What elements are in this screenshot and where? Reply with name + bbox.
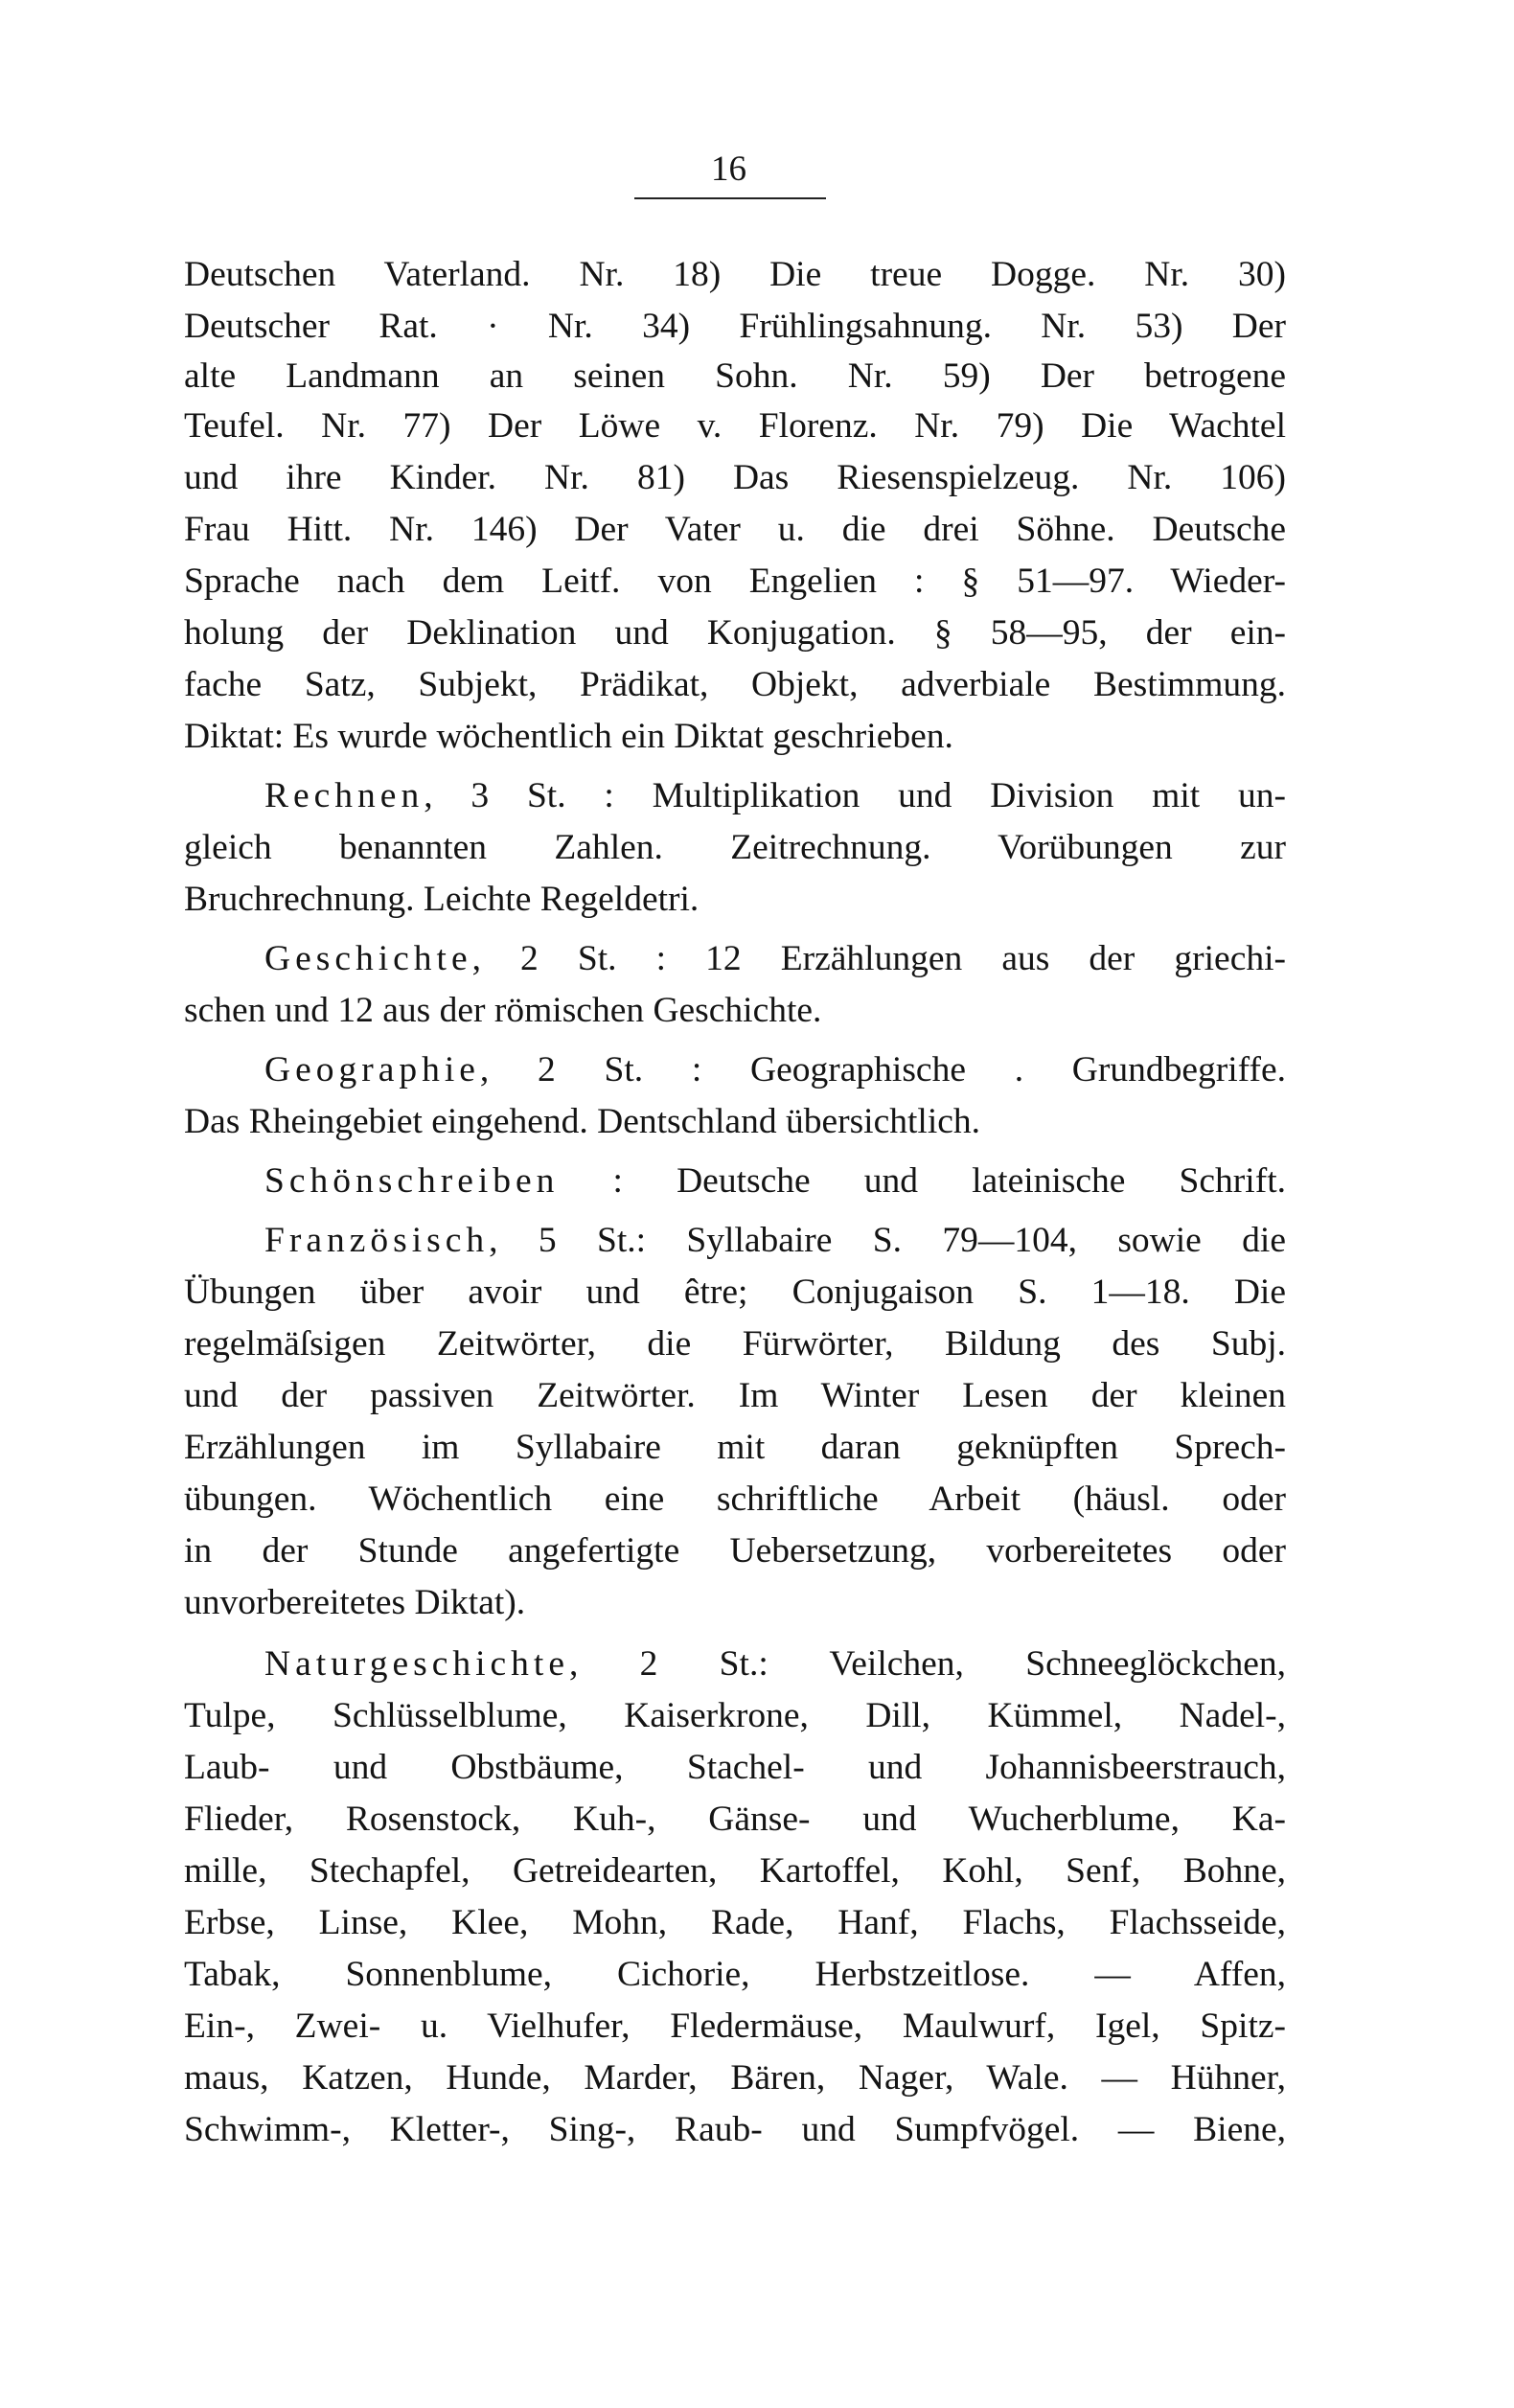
subject-heading-word: Französisch <box>264 1221 490 1260</box>
text-line: Frau Hitt. Nr. 146) Der Vater u. die drei Söhne. Deutsche <box>184 510 1286 549</box>
subject-heading-word: Schönschreiben <box>264 1161 560 1201</box>
text-line: Erzählungen im Syllabaire mit daran geknüpften Sprech- <box>184 1428 1286 1467</box>
page-number-rule <box>634 197 826 199</box>
subject-heading-word: Naturgeschichte <box>264 1644 569 1684</box>
section-line-naturgeschichte: Naturgeschichte, 2 St.: Veilchen, Schneeglöckchen, <box>264 1644 1286 1684</box>
section-line-rechnen: Rechnen, 3 St. : Multiplikation und Division mit un- <box>264 776 1286 815</box>
text-line: Tabak, Sonnenblume, Cichorie, Herbstzeitlose. — Affen, <box>184 1955 1286 1994</box>
text-line: mille, Stechapfel, Getreidearten, Kartoffel, Kohl, Senf, Bohne, <box>184 1851 1286 1891</box>
text-line: und ihre Kinder. Nr. 81) Das Riesenspielzeug. Nr. 106) <box>184 458 1286 497</box>
text-line: Sprache nach dem Leitf. von Engelien : § 51—97. Wieder- <box>184 562 1286 601</box>
page-number: 16 <box>711 149 746 189</box>
text-line: schen und 12 aus der römischen Geschichte. <box>184 991 822 1030</box>
text-line: Deutscher Rat. · Nr. 34) Frühlingsahnung. Nr. 53) Der <box>184 307 1286 346</box>
text-line: in der Stunde angefertigte Uebersetzung, vorbereitetes oder <box>184 1531 1286 1571</box>
text-line: alte Landmann an seinen Sohn. Nr. 59) Der betrogene <box>184 356 1286 396</box>
text-line: fache Satz, Subjekt, Prädikat, Objekt, adverbiale Bestimmung. <box>184 665 1286 704</box>
text-line: Diktat: Es wurde wöchentlich ein Diktat geschrieben. <box>184 717 953 756</box>
text-line: holung der Deklination und Konjugation. § 58—95, der ein- <box>184 613 1286 653</box>
subject-heading-word: Geschichte <box>264 939 472 978</box>
text-line: Übungen über avoir und être; Conjugaison S. 1—18. Die <box>184 1273 1286 1312</box>
text-line: Tulpe, Schlüsselblume, Kaiserkrone, Dill, Kümmel, Nadel-, <box>184 1696 1286 1735</box>
text-line: übungen. Wöchentlich eine schriftliche Arbeit (häusl. oder <box>184 1479 1286 1519</box>
text-line: Laub- und Obstbäume, Stachel- und Johannisbeerstrauch, <box>184 1748 1286 1787</box>
text-line: unvorbereitetes Diktat). <box>184 1583 526 1622</box>
text-line: Ein-, Zwei- u. Vielhufer, Fledermäuse, Maulwurf, Igel, Spitz- <box>184 2007 1286 2046</box>
text-line: Deutschen Vaterland. Nr. 18) Die treue Dogge. Nr. 30) <box>184 255 1286 294</box>
section-line-schoenschreiben: Schönschreiben : Deutsche und lateinische Schrift. <box>264 1161 1286 1201</box>
text-line: Flieder, Rosenstock, Kuh-, Gänse- und Wucherblume, Ka- <box>184 1800 1286 1839</box>
subject-heading-word: Geographie <box>264 1050 480 1089</box>
section-line-franzoesisch: Französisch, 5 St.: Syllabaire S. 79—104, sowie die <box>264 1221 1286 1260</box>
subject-heading-word: Rechnen <box>264 776 424 815</box>
text-line: Das Rheingebiet eingehend. Dentschland übersichtlich. <box>184 1102 981 1141</box>
text-line: und der passiven Zeitwörter. Im Winter Lesen der kleinen <box>184 1376 1286 1415</box>
text-line: Schwimm-, Kletter-, Sing-, Raub- und Sumpfvögel. — Biene, <box>184 2110 1286 2149</box>
text-line: Bruchrechnung. Leichte Regeldetri. <box>184 880 700 919</box>
section-line-geographie: Geographie, 2 St. : Geographische . Grundbegriffe. <box>264 1050 1286 1089</box>
text-line: maus, Katzen, Hunde, Marder, Bären, Nager, Wale. — Hühner, <box>184 2058 1286 2098</box>
section-line-geschichte: Geschichte, 2 St. : 12 Erzählungen aus der griechi- <box>264 939 1286 978</box>
text-line: regelmäſsigen Zeitwörter, die Fürwörter, Bildung des Subj. <box>184 1324 1286 1364</box>
text-line: Erbse, Linse, Klee, Mohn, Rade, Hanf, Flachs, Flachsseide, <box>184 1903 1286 1942</box>
text-line: gleich benannten Zahlen. Zeitrechnung. Vorübungen zur <box>184 828 1286 867</box>
text-line: Teufel. Nr. 77) Der Löwe v. Florenz. Nr. 79) Die Wachtel <box>184 406 1286 446</box>
